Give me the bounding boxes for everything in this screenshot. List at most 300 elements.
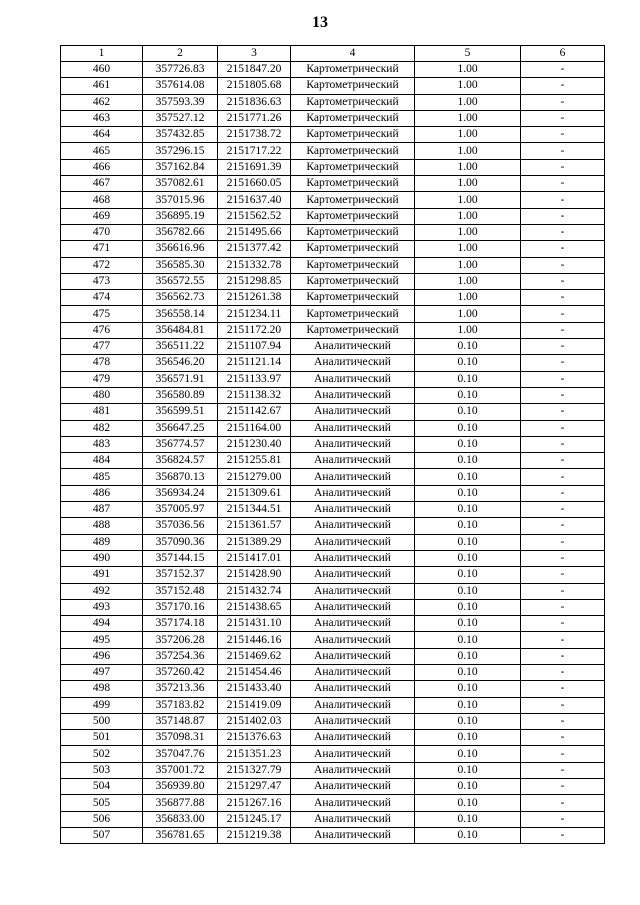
table-row [61,208,605,224]
method-cell: Аналитический [291,550,415,566]
x-coordinate-cell: 357170.16 [143,599,218,615]
note-cell: - [521,550,605,566]
accuracy-cell: 0.10 [415,420,521,436]
note-cell: - [521,127,605,143]
y-coordinate-cell: 2151836.63 [218,94,291,110]
y-coordinate-cell: 2151562.52 [218,208,291,224]
accuracy-cell: 0.10 [415,762,521,778]
method-cell: Аналитический [291,469,415,485]
accuracy-cell: 0.10 [415,485,521,501]
point-number-cell: 472 [61,257,143,273]
y-coordinate-cell: 2151431.10 [218,616,291,632]
point-number-cell: 482 [61,420,143,436]
point-number-cell: 467 [61,176,143,192]
y-coordinate-cell: 2151432.74 [218,583,291,599]
header-cell: 1 [61,46,143,62]
x-coordinate-cell: 357174.18 [143,616,218,632]
x-coordinate-cell: 357296.15 [143,143,218,159]
note-cell: - [521,681,605,697]
x-coordinate-cell: 356571.91 [143,371,218,387]
point-number-cell: 496 [61,648,143,664]
y-coordinate-cell: 2151361.57 [218,518,291,534]
note-cell: - [521,110,605,126]
accuracy-cell: 1.00 [415,224,521,240]
accuracy-cell: 0.10 [415,469,521,485]
x-coordinate-cell: 356939.80 [143,779,218,795]
y-coordinate-cell: 2151164.00 [218,420,291,436]
table-row [61,436,605,452]
x-coordinate-cell: 357183.82 [143,697,218,713]
y-coordinate-cell: 2151351.23 [218,746,291,762]
y-coordinate-cell: 2151230.40 [218,436,291,452]
y-coordinate-cell: 2151219.38 [218,827,291,843]
accuracy-cell: 0.10 [415,713,521,729]
y-coordinate-cell: 2151417.01 [218,550,291,566]
x-coordinate-cell: 356484.81 [143,322,218,338]
note-cell: - [521,224,605,240]
note-cell: - [521,387,605,403]
point-number-cell: 498 [61,681,143,697]
table-row [61,762,605,778]
point-number-cell: 468 [61,192,143,208]
method-cell: Аналитический [291,567,415,583]
x-coordinate-cell: 357152.37 [143,567,218,583]
note-cell: - [521,241,605,257]
accuracy-cell: 0.10 [415,518,521,534]
note-cell: - [521,371,605,387]
table-row [61,697,605,713]
accuracy-cell: 0.10 [415,779,521,795]
table-row [61,257,605,273]
y-coordinate-cell: 2151805.68 [218,78,291,94]
table-row [61,811,605,827]
accuracy-cell: 0.10 [415,664,521,680]
table-row [61,469,605,485]
x-coordinate-cell: 357144.15 [143,550,218,566]
accuracy-cell: 0.10 [415,387,521,403]
point-number-cell: 501 [61,730,143,746]
method-cell: Аналитический [291,746,415,762]
x-coordinate-cell: 356558.14 [143,306,218,322]
x-coordinate-cell: 356572.55 [143,273,218,289]
x-coordinate-cell: 357254.36 [143,648,218,664]
method-cell: Аналитический [291,420,415,436]
table-row [61,273,605,289]
note-cell: - [521,94,605,110]
note-cell: - [521,355,605,371]
x-coordinate-cell: 357614.08 [143,78,218,94]
accuracy-cell: 1.00 [415,257,521,273]
accuracy-cell: 0.10 [415,599,521,615]
method-cell: Картометрический [291,257,415,273]
y-coordinate-cell: 2151691.39 [218,159,291,175]
table-row [61,306,605,322]
point-number-cell: 491 [61,567,143,583]
accuracy-cell: 1.00 [415,176,521,192]
point-number-cell: 503 [61,762,143,778]
x-coordinate-cell: 356580.89 [143,387,218,403]
point-number-cell: 476 [61,322,143,338]
x-coordinate-cell: 357527.12 [143,110,218,126]
header-row [61,46,605,62]
coordinates-table [60,45,605,844]
y-coordinate-cell: 2151469.62 [218,648,291,664]
point-number-cell: 481 [61,404,143,420]
x-coordinate-cell: 357726.83 [143,62,218,78]
x-coordinate-cell: 356870.13 [143,469,218,485]
y-coordinate-cell: 2151297.47 [218,779,291,795]
y-coordinate-cell: 2151402.03 [218,713,291,729]
table-row [61,518,605,534]
table-row [61,355,605,371]
x-coordinate-cell: 357162.84 [143,159,218,175]
point-number-cell: 500 [61,713,143,729]
point-number-cell: 470 [61,224,143,240]
header-cell: 4 [291,46,415,62]
method-cell: Картометрический [291,78,415,94]
accuracy-cell: 1.00 [415,208,521,224]
accuracy-cell: 1.00 [415,110,521,126]
note-cell: - [521,176,605,192]
point-number-cell: 507 [61,827,143,843]
y-coordinate-cell: 2151121.14 [218,355,291,371]
method-cell: Картометрический [291,208,415,224]
x-coordinate-cell: 357090.36 [143,534,218,550]
accuracy-cell: 1.00 [415,322,521,338]
x-coordinate-cell: 357036.56 [143,518,218,534]
accuracy-cell: 0.10 [415,730,521,746]
method-cell: Картометрический [291,241,415,257]
note-cell: - [521,290,605,306]
point-number-cell: 505 [61,795,143,811]
note-cell: - [521,795,605,811]
table-row [61,599,605,615]
accuracy-cell: 1.00 [415,159,521,175]
y-coordinate-cell: 2151433.40 [218,681,291,697]
method-cell: Аналитический [291,599,415,615]
y-coordinate-cell: 2151428.90 [218,567,291,583]
method-cell: Картометрический [291,127,415,143]
accuracy-cell: 0.10 [415,616,521,632]
accuracy-cell: 1.00 [415,127,521,143]
x-coordinate-cell: 357432.85 [143,127,218,143]
y-coordinate-cell: 2151245.17 [218,811,291,827]
note-cell: - [521,143,605,159]
point-number-cell: 489 [61,534,143,550]
x-coordinate-cell: 356781.65 [143,827,218,843]
note-cell: - [521,713,605,729]
x-coordinate-cell: 357593.39 [143,94,218,110]
x-coordinate-cell: 357152.48 [143,583,218,599]
y-coordinate-cell: 2151738.72 [218,127,291,143]
point-number-cell: 483 [61,436,143,452]
table-row [61,730,605,746]
y-coordinate-cell: 2151332.78 [218,257,291,273]
note-cell: - [521,502,605,518]
table-row [61,241,605,257]
header-cell: 6 [521,46,605,62]
accuracy-cell: 0.10 [415,534,521,550]
y-coordinate-cell: 2151376.63 [218,730,291,746]
table-row [61,62,605,78]
table-row [61,616,605,632]
method-cell: Аналитический [291,583,415,599]
note-cell: - [521,518,605,534]
y-coordinate-cell: 2151446.16 [218,632,291,648]
point-number-cell: 490 [61,550,143,566]
note-cell: - [521,420,605,436]
method-cell: Картометрический [291,224,415,240]
point-number-cell: 466 [61,159,143,175]
note-cell: - [521,62,605,78]
method-cell: Аналитический [291,632,415,648]
note-cell: - [521,208,605,224]
point-number-cell: 493 [61,599,143,615]
y-coordinate-cell: 2151142.67 [218,404,291,420]
y-coordinate-cell: 2151344.51 [218,502,291,518]
method-cell: Аналитический [291,697,415,713]
point-number-cell: 497 [61,664,143,680]
y-coordinate-cell: 2151309.61 [218,485,291,501]
note-cell: - [521,567,605,583]
point-number-cell: 495 [61,632,143,648]
y-coordinate-cell: 2151298.85 [218,273,291,289]
method-cell: Аналитический [291,811,415,827]
method-cell: Картометрический [291,143,415,159]
note-cell: - [521,746,605,762]
point-number-cell: 480 [61,387,143,403]
method-cell: Аналитический [291,664,415,680]
table-row [61,534,605,550]
table-row [61,632,605,648]
y-coordinate-cell: 2151438.65 [218,599,291,615]
table-row [61,567,605,583]
table-row [61,339,605,355]
point-number-cell: 469 [61,208,143,224]
point-number-cell: 479 [61,371,143,387]
y-coordinate-cell: 2151133.97 [218,371,291,387]
note-cell: - [521,827,605,843]
table-row [61,78,605,94]
point-number-cell: 502 [61,746,143,762]
method-cell: Аналитический [291,827,415,843]
y-coordinate-cell: 2151107.94 [218,339,291,355]
point-number-cell: 487 [61,502,143,518]
y-coordinate-cell: 2151267.16 [218,795,291,811]
y-coordinate-cell: 2151771.26 [218,110,291,126]
table-row [61,176,605,192]
point-number-cell: 463 [61,110,143,126]
note-cell: - [521,322,605,338]
point-number-cell: 460 [61,62,143,78]
page-number: 13 [312,14,328,31]
point-number-cell: 478 [61,355,143,371]
point-number-cell: 475 [61,306,143,322]
point-number-cell: 465 [61,143,143,159]
table-row [61,159,605,175]
table-row [61,779,605,795]
method-cell: Картометрический [291,322,415,338]
y-coordinate-cell: 2151717.22 [218,143,291,159]
accuracy-cell: 0.10 [415,371,521,387]
method-cell: Картометрический [291,159,415,175]
y-coordinate-cell: 2151847.20 [218,62,291,78]
note-cell: - [521,534,605,550]
accuracy-cell: 0.10 [415,681,521,697]
accuracy-cell: 0.10 [415,648,521,664]
accuracy-cell: 1.00 [415,273,521,289]
method-cell: Аналитический [291,681,415,697]
point-number-cell: 473 [61,273,143,289]
method-cell: Аналитический [291,730,415,746]
y-coordinate-cell: 2151279.00 [218,469,291,485]
table-row [61,648,605,664]
y-coordinate-cell: 2151660.05 [218,176,291,192]
accuracy-cell: 1.00 [415,290,521,306]
accuracy-cell: 1.00 [415,306,521,322]
x-coordinate-cell: 357005.97 [143,502,218,518]
note-cell: - [521,664,605,680]
note-cell: - [521,469,605,485]
accuracy-cell: 1.00 [415,143,521,159]
note-cell: - [521,632,605,648]
method-cell: Аналитический [291,485,415,501]
method-cell: Аналитический [291,534,415,550]
note-cell: - [521,730,605,746]
table-row [61,387,605,403]
table-row [61,681,605,697]
header-cell: 3 [218,46,291,62]
y-coordinate-cell: 2151261.38 [218,290,291,306]
y-coordinate-cell: 2151495.66 [218,224,291,240]
point-number-cell: 488 [61,518,143,534]
table-row [61,485,605,501]
accuracy-cell: 0.10 [415,632,521,648]
x-coordinate-cell: 357213.36 [143,681,218,697]
accuracy-cell: 0.10 [415,697,521,713]
table-row [61,583,605,599]
table-row [61,746,605,762]
note-cell: - [521,485,605,501]
method-cell: Аналитический [291,371,415,387]
note-cell: - [521,78,605,94]
table-row [61,420,605,436]
table-row [61,192,605,208]
point-number-cell: 484 [61,453,143,469]
method-cell: Аналитический [291,648,415,664]
point-number-cell: 462 [61,94,143,110]
note-cell: - [521,404,605,420]
note-cell: - [521,697,605,713]
method-cell: Картометрический [291,273,415,289]
x-coordinate-cell: 356774.57 [143,436,218,452]
table-row [61,127,605,143]
method-cell: Картометрический [291,290,415,306]
accuracy-cell: 1.00 [415,62,521,78]
accuracy-cell: 0.10 [415,339,521,355]
method-cell: Аналитический [291,436,415,452]
y-coordinate-cell: 2151419.09 [218,697,291,713]
point-number-cell: 485 [61,469,143,485]
accuracy-cell: 0.10 [415,567,521,583]
x-coordinate-cell: 356895.19 [143,208,218,224]
accuracy-cell: 0.10 [415,404,521,420]
table-row [61,371,605,387]
x-coordinate-cell: 357082.61 [143,176,218,192]
note-cell: - [521,159,605,175]
method-cell: Аналитический [291,616,415,632]
table-row [61,224,605,240]
point-number-cell: 486 [61,485,143,501]
y-coordinate-cell: 2151172.20 [218,322,291,338]
table-row [61,143,605,159]
method-cell: Аналитический [291,779,415,795]
note-cell: - [521,811,605,827]
accuracy-cell: 0.10 [415,453,521,469]
method-cell: Аналитический [291,355,415,371]
header-cell: 5 [415,46,521,62]
table-row [61,550,605,566]
accuracy-cell: 0.10 [415,583,521,599]
x-coordinate-cell: 356511.22 [143,339,218,355]
method-cell: Картометрический [291,62,415,78]
x-coordinate-cell: 356833.00 [143,811,218,827]
x-coordinate-cell: 357206.28 [143,632,218,648]
accuracy-cell: 0.10 [415,811,521,827]
method-cell: Картометрический [291,110,415,126]
x-coordinate-cell: 357148.87 [143,713,218,729]
y-coordinate-cell: 2151454.46 [218,664,291,680]
method-cell: Аналитический [291,518,415,534]
method-cell: Аналитический [291,795,415,811]
note-cell: - [521,306,605,322]
y-coordinate-cell: 2151377.42 [218,241,291,257]
accuracy-cell: 0.10 [415,436,521,452]
y-coordinate-cell: 2151138.32 [218,387,291,403]
method-cell: Картометрический [291,306,415,322]
note-cell: - [521,648,605,664]
point-number-cell: 477 [61,339,143,355]
method-cell: Аналитический [291,453,415,469]
note-cell: - [521,257,605,273]
table-row [61,404,605,420]
x-coordinate-cell: 356782.66 [143,224,218,240]
method-cell: Картометрический [291,192,415,208]
table-row [61,827,605,843]
accuracy-cell: 1.00 [415,241,521,257]
x-coordinate-cell: 356934.24 [143,485,218,501]
y-coordinate-cell: 2151637.40 [218,192,291,208]
point-number-cell: 506 [61,811,143,827]
note-cell: - [521,616,605,632]
point-number-cell: 499 [61,697,143,713]
point-number-cell: 461 [61,78,143,94]
x-coordinate-cell: 356647.25 [143,420,218,436]
table-row [61,110,605,126]
table-row [61,713,605,729]
x-coordinate-cell: 357260.42 [143,664,218,680]
accuracy-cell: 1.00 [415,94,521,110]
x-coordinate-cell: 357047.76 [143,746,218,762]
method-cell: Аналитический [291,502,415,518]
x-coordinate-cell: 356585.30 [143,257,218,273]
accuracy-cell: 1.00 [415,78,521,94]
method-cell: Аналитический [291,713,415,729]
y-coordinate-cell: 2151234.11 [218,306,291,322]
table-row [61,290,605,306]
note-cell: - [521,583,605,599]
accuracy-cell: 0.10 [415,502,521,518]
